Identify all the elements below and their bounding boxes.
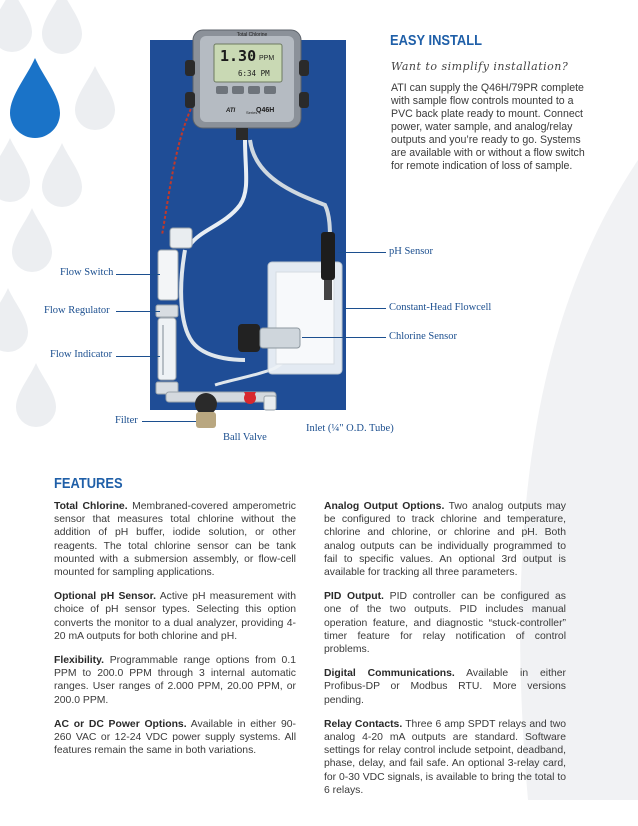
easy-install-heading: EASY INSTALL <box>390 32 482 49</box>
callout-flowcell: Constant-Head Flowcell <box>389 302 492 313</box>
device-series-label: Series <box>246 110 258 115</box>
feature-title: Total Chlorine. <box>54 501 128 512</box>
features-right-column <box>324 500 566 808</box>
features-left-column <box>54 500 296 768</box>
feature-title: Relay Contacts. <box>324 718 403 730</box>
callout-flow-regulator: Flow Regulator <box>44 305 110 316</box>
feature-relay-contacts <box>324 718 566 797</box>
feature-text: Three 6 amp SPDT relays and two analog 4-20 mA outputs are standard. Software settings for relay control include setpoint, deadband, phase, delay, and fail safe. An optional 3-relay card, for 0-30 VDC signals, is available to bring the total to 6 relays. <box>324 718 566 796</box>
callout-line-flowcell <box>344 308 386 309</box>
callout-line-filter <box>142 421 196 422</box>
callout-line-ph-sensor <box>338 252 386 253</box>
callout-line-flow-regulator <box>116 311 160 312</box>
device-brand: ATI <box>226 108 236 114</box>
callout-flow-indicator: Flow Indicator <box>50 349 113 360</box>
callout-flow-switch: Flow Switch <box>60 267 114 278</box>
feature-title: Digital Communications. <box>324 668 455 680</box>
feature-text: Available in either Profibus-DP or Modbus RTU. More versions pending. <box>324 668 566 706</box>
feature-title: PID Output. <box>324 591 384 603</box>
feature-title: Optional pH Sensor. <box>54 591 157 603</box>
feature-text: Membraned-covered amperometric sensor that measures total chlorine without the addition of pH buffer, iodide solution, or other reagents. The total chlorine sensor can be tank mounted with a submersion assembly, or flow-cell mounted for sampling applications. <box>54 501 297 579</box>
feature-title: Analog Output Options. <box>324 501 445 512</box>
feature-text: Two analog outputs may be configured to track chlorine and temperature, chlorine and chlorine, or chlorine and pH. Both analog outputs can be individually programmed to fail to specific values. An optional 3rd output is available for tracking all three parameters. <box>324 501 566 579</box>
feature-power-options <box>54 718 296 758</box>
feature-title: AC or DC Power Options. <box>54 718 187 730</box>
device-time: 6:34 PM <box>238 69 270 78</box>
device-reading: 1.30 <box>220 47 257 65</box>
callout-chlorine-sensor: Chlorine Sensor <box>389 331 457 342</box>
callout-ph-sensor: pH Sensor <box>389 246 434 257</box>
callout-line-chlorine-sensor <box>302 337 386 338</box>
device-top-label: Total Chlorine <box>236 32 268 38</box>
easy-install-tagline: Want to simplify installation? <box>391 60 569 73</box>
feature-text: Programmable range options from 0.1 PPM to 200.0 PPM through 3 internal automatic ranges. User ranges of 2.000 PPM, 20.00 PPM, or 200.0 PPM. <box>54 655 296 706</box>
feature-text: Available in either 90-260 VAC or 12-24 VDC power supply systems. All features remain the same in both variations. <box>54 718 296 757</box>
device-model: Q46H <box>256 107 275 114</box>
feature-text: PID controller can be configured as one of the two outputs. PID includes manual operation feature, and diagnostic “stuck-controller” timer feature for relay notification of control problems. <box>324 591 566 656</box>
callout-filter: Filter <box>115 415 138 426</box>
feature-total-chlorine <box>54 500 296 579</box>
feature-pid-output <box>324 590 566 656</box>
feature-digital-comms <box>324 667 566 707</box>
callout-ball-valve: Ball Valve <box>223 432 267 443</box>
easy-install-body: ATI can supply the Q46H/79PR complete with sample flow controls mounted to a PVC back plate ready to mount. Connect power, water sample, and analog/relay outputs and you’re ready to go. Systems are available with or without a flow switch for remote indication of loss of sample. <box>391 82 585 172</box>
feature-analog-output <box>324 500 566 579</box>
feature-flexibility <box>54 654 296 707</box>
callout-line-flow-switch <box>116 274 160 275</box>
feature-title: Flexibility. <box>54 655 105 667</box>
callout-inlet: Inlet (¼" O.D. Tube) <box>306 423 394 434</box>
device-unit: PPM <box>259 55 275 62</box>
feature-optional-ph <box>54 590 296 643</box>
features-heading: FEATURES <box>54 475 123 492</box>
feature-text: Active pH measurement with choice of pH sensor types. Selecting this option converts the monitor to a dual analyzer, providing 4-20 mA outputs for both chlorine and pH. <box>54 591 296 642</box>
callout-line-flow-indicator <box>116 356 160 357</box>
